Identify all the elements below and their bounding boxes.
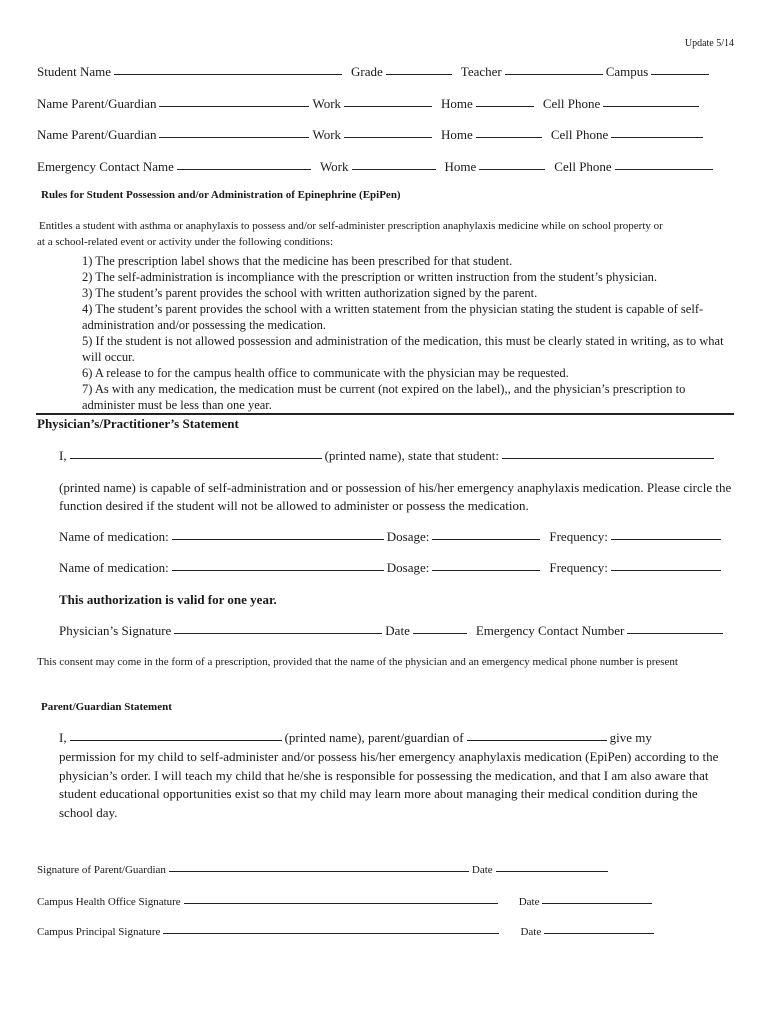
parent2-cell-field[interactable]	[611, 136, 703, 138]
parent-of-label: (printed name), parent/guardian of	[284, 730, 464, 745]
parent2-cell-label: Cell Phone	[550, 127, 609, 142]
physician-date-field[interactable]	[413, 632, 467, 634]
dosage-label: Dosage:	[386, 529, 430, 544]
parent2-name-field[interactable]	[159, 136, 309, 138]
physician-name-row	[59, 448, 734, 464]
parent-statement-body: permission for my child to self-administer and/or possess his/her emergency anaphylaxis medication (EpiPen) according to the physician’s order. I will teach my child that he/she is responsible for possessing the medication, and that I am also aware that student educational opportunities exist so that my child may learn more about managing their medical condition during the school day.	[59, 749, 719, 820]
rules-title: Rules for Student Possession and/or Administration of Epinephrine (EpiPen)	[41, 189, 401, 201]
rules-intro-line2: at a school-related event or activity under the following conditions:	[37, 236, 333, 248]
dosage-label: Dosage:	[386, 560, 430, 575]
rule-item: 7) As with any medication, the medication must be current (not expired on the label),, and the physician’s prescription to administer must be less than one year.	[82, 382, 686, 412]
parent1-work-label: Work	[312, 96, 342, 111]
parent1-cell-field[interactable]	[603, 105, 699, 107]
rule-item: 6) A release to for the campus health office to communicate with the physician may be requested.	[82, 366, 569, 380]
parent-statement-title: Parent/Guardian Statement	[41, 701, 172, 713]
emergency-number-label: Emergency Contact Number	[475, 623, 625, 638]
medication-name-field[interactable]	[172, 538, 384, 540]
student-name-label: Student Name	[37, 64, 112, 79]
parent1-cell-label: Cell Phone	[542, 96, 601, 111]
emergency-cell-field[interactable]	[615, 168, 713, 170]
physician-signature-row	[59, 623, 734, 639]
medication-label: Name of medication:	[59, 529, 169, 544]
principal-signature-row	[37, 926, 734, 938]
parent2-name-label: Name Parent/Guardian	[37, 127, 157, 142]
health-office-signature-label: Campus Health Office Signature	[37, 896, 181, 908]
physician-signature-label: Physician’s Signature	[59, 623, 172, 638]
rule-item: 2) The self-administration is incompliance with the prescription or written instruction from the student’s physician.	[82, 270, 657, 284]
grade-label: Grade	[351, 64, 383, 79]
parent1-home-field[interactable]	[476, 105, 534, 107]
parent-printed-name-field[interactable]	[70, 739, 282, 741]
emergency-cell-label: Cell Phone	[554, 159, 612, 174]
parent-signature-row	[37, 864, 734, 876]
emergency-work-field[interactable]	[352, 168, 436, 170]
frequency-label: Frequency:	[549, 560, 608, 575]
principal-signature-field[interactable]	[163, 932, 499, 934]
parent1-row	[37, 96, 734, 112]
parent1-name-label: Name Parent/Guardian	[37, 96, 157, 111]
dosage-field[interactable]	[432, 538, 540, 540]
principal-date-label: Date	[520, 926, 542, 938]
student-printed-name-field[interactable]	[502, 457, 714, 459]
parent-i-label: I,	[59, 730, 67, 745]
update-date: Update 5/14	[684, 38, 734, 49]
parent-signature-date-field[interactable]	[496, 870, 608, 872]
frequency-label: Frequency:	[549, 529, 608, 544]
physician-date-label: Date	[385, 623, 410, 638]
physician-signature-field[interactable]	[174, 632, 382, 634]
rule-item: 5) If the student is not allowed possession and administration of the medication, this must be clearly stated in writing, as to what will occur.	[82, 334, 724, 364]
teacher-label: Teacher	[460, 64, 502, 79]
rules-list	[82, 253, 734, 413]
parent2-work-field[interactable]	[344, 136, 432, 138]
campus-field[interactable]	[651, 73, 709, 75]
frequency-field[interactable]	[611, 569, 721, 571]
health-office-date-field[interactable]	[542, 902, 652, 904]
rules-intro-line1: Entitles a student with asthma or anaphylaxis to possess and/or self-administer prescription anaphylaxis medicine while on school property or	[39, 220, 663, 232]
emergency-work-label: Work	[319, 159, 349, 174]
emergency-name-field[interactable]	[177, 168, 311, 170]
emergency-number-field[interactable]	[627, 632, 723, 634]
rule-item: 3) The student’s parent provides the school with written authorization signed by the parent.	[82, 286, 538, 300]
physician-capable-text: (printed name) is capable of self-administration and or possession of his/her emergency anaphylaxis medication. Please circle the function desired if the student will not be allowed to administer or possess the medication.	[59, 480, 732, 513]
parent2-home-label: Home	[441, 127, 473, 142]
parent2-home-field[interactable]	[476, 136, 542, 138]
parent2-work-label: Work	[312, 127, 342, 142]
valid-text: This authorization is valid for one year.	[59, 592, 277, 607]
give-my-label: give my	[609, 730, 652, 745]
parent1-work-field[interactable]	[344, 105, 432, 107]
frequency-field[interactable]	[611, 538, 721, 540]
principal-signature-label: Campus Principal Signature	[37, 926, 161, 938]
parent1-home-label: Home	[441, 96, 473, 111]
parent-signature-label: Signature of Parent/Guardian	[37, 864, 166, 876]
emergency-name-label: Emergency Contact Name	[37, 159, 174, 174]
health-office-signature-row	[37, 896, 734, 908]
rule-item: 4) The student’s parent provides the school with a written statement from the physician stating the student is capable of self-administration and/or possessing the medication.	[82, 302, 704, 332]
medication-name-field[interactable]	[172, 569, 384, 571]
campus-label: Campus	[605, 64, 649, 79]
parent-signature-field[interactable]	[169, 870, 469, 872]
parent2-row	[37, 127, 734, 143]
parent-name-row	[59, 730, 734, 746]
student-info-row	[37, 64, 734, 80]
physician-printed-name-field[interactable]	[70, 457, 322, 459]
physician-title: Physician’s/Practitioner’s Statement	[37, 416, 239, 431]
teacher-field[interactable]	[505, 73, 603, 75]
medication-row-1	[59, 529, 734, 545]
health-office-signature-field[interactable]	[184, 902, 498, 904]
dosage-field[interactable]	[432, 569, 540, 571]
health-office-date-label: Date	[518, 896, 540, 908]
section-divider	[36, 413, 734, 415]
emergency-home-field[interactable]	[479, 168, 545, 170]
consent-text: This consent may come in the form of a prescription, provided that the name of the physician and an emergency medical phone number is present	[37, 656, 678, 668]
grade-field[interactable]	[386, 73, 452, 75]
principal-date-field[interactable]	[544, 932, 654, 934]
medication-label: Name of medication:	[59, 560, 169, 575]
parent-signature-date-label: Date	[471, 864, 493, 876]
physician-state-label: (printed name), state that student:	[324, 448, 499, 463]
parent1-name-field[interactable]	[159, 105, 309, 107]
child-name-field[interactable]	[467, 739, 607, 741]
student-name-field[interactable]	[114, 73, 342, 75]
rule-item: 1) The prescription label shows that the medicine has been prescribed for that student.	[82, 254, 513, 268]
physician-i-label: I,	[59, 448, 67, 463]
medication-row-2	[59, 560, 734, 576]
emergency-row	[37, 159, 734, 175]
emergency-home-label: Home	[444, 159, 477, 174]
